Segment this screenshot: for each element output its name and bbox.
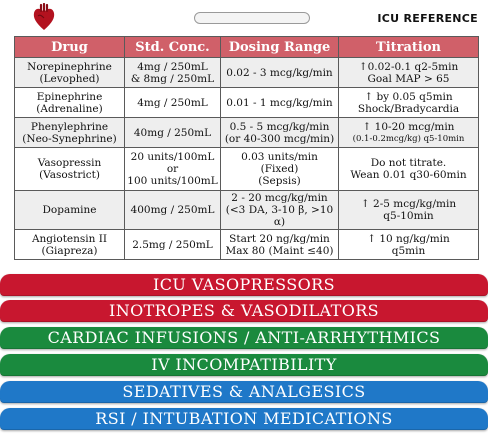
cell-line: (Fixed) [260,163,299,175]
card-header [12,0,478,36]
cell-line: (or 40-300 mcg/min) [224,132,335,145]
cell-line: Vasopressin [37,157,102,169]
column-header: Drug [15,37,125,58]
titration-cell [339,58,479,88]
cell-line: Max 80 (Maint ≤40) [225,244,334,257]
dosing-range-cell [221,191,339,230]
cell-line: (Neo-Synephrine) [22,132,117,145]
cell-line: Wean 0.01 q30-60min [350,169,467,181]
cell-line: 40mg / 250mL [133,126,212,139]
drug-name-cell [15,58,125,88]
cell-line: 20 units/100mL [130,151,215,163]
cell-line: 0.5 - 5 mcg/kg/min [229,120,330,133]
dosing-range-cell [221,230,339,260]
dosing-range-cell [221,148,339,191]
drug-name-cell [15,118,125,148]
cell-line: (Levophed) [39,72,100,85]
cell-line: Norepinephrine [27,60,112,73]
table-row [15,88,479,118]
cell-line: 400mg / 250mL [130,204,215,216]
column-header: Dosing Range [221,37,339,58]
cell-line: & 8mg / 250mL [130,72,215,85]
cell-line: Phenylephrine [30,120,109,133]
column-header: Titration [339,37,479,58]
titration-cell [339,88,479,118]
titration-cell [339,118,479,148]
concentration-cell [125,58,221,88]
drug-name-cell [15,230,125,260]
cell-line: (Adrenaline) [36,102,103,115]
heart-icon [32,3,56,31]
section-tab[interactable]: CARDIAC INFUSIONS / ANTI-ARRHYTHMICS [0,327,488,349]
titration-cell [339,148,479,191]
cell-line: Do not titrate. [370,157,447,169]
cell-line: 0.02 - 3 mcg/kg/min [226,66,333,79]
cell-line: ↑0.02-0.1 q2-5min [358,60,459,73]
table-header-row [15,37,479,58]
cell-line: Dopamine [42,204,97,216]
cell-line: Goal MAP > 65 [367,72,450,85]
cell-line: 0.03 units/min [241,151,318,163]
cell-line: ↑ 10 ng/kg/min [367,232,450,245]
section-tab[interactable]: INOTROPES & VASODILATORS [0,300,488,322]
cell-line: 100 units/100mL [127,175,218,187]
table-row [15,191,479,230]
lanyard-slot [194,12,310,24]
vasopressor-table [14,36,479,260]
cell-line: 2 - 20 mcg/kg/min [231,192,328,204]
titration-cell [339,230,479,260]
table-row [15,148,479,191]
cell-line: (0.1-0.2mcg/kg) q5-10min [352,133,465,144]
drug-name-cell [15,191,125,230]
dosing-range-cell [221,58,339,88]
cell-line: q5min [391,244,426,257]
table-row [15,118,479,148]
cell-line: (Sepsis) [258,175,301,187]
drug-name-cell [15,88,125,118]
cell-line: ↑ 2-5 mcg/kg/min [360,198,457,210]
titration-cell [339,191,479,230]
card-title: ICU REFERENCE [377,12,478,25]
cell-line: Angiotensin II [31,232,108,245]
concentration-cell [125,191,221,230]
concentration-cell [125,230,221,260]
dosing-range-cell [221,88,339,118]
concentration-cell [125,148,221,191]
dosing-range-cell [221,118,339,148]
cell-line: ↑ by 0.05 q5min [364,90,453,103]
cell-line: 4mg / 250mL [137,96,208,109]
cell-line: Shock/Bradycardia [357,102,460,115]
concentration-cell [125,88,221,118]
cell-line: (Vasostrict) [39,169,100,181]
table-row [15,58,479,88]
cell-line: Epinephrine [36,90,103,103]
drug-name-cell [15,148,125,191]
cell-line: or [166,163,179,175]
cell-line: 2.5mg / 250mL [132,238,213,251]
section-tab[interactable]: IV INCOMPATIBILITY [0,354,488,376]
section-tab[interactable]: ICU VASOPRESSORS [0,274,488,296]
section-tab[interactable]: RSI / INTUBATION MEDICATIONS [0,408,488,430]
column-header: Std. Conc. [125,37,221,58]
cell-line: 0.01 - 1 mcg/kg/min [226,96,333,109]
concentration-cell [125,118,221,148]
cell-line: 4mg / 250mL [137,60,208,73]
reference-card [12,0,478,446]
table-row [15,230,479,260]
cell-line: q5-10min [383,210,434,222]
cell-line: (Giapreza) [41,244,98,257]
section-tab[interactable]: SEDATIVES & ANALGESICS [0,381,488,403]
cell-line: Start 20 ng/kg/min [229,232,330,245]
cell-line: ↑ 10-20 mcg/min [362,120,455,133]
cell-line: (<3 DA, 3-10 β, >10 α) [225,204,334,228]
